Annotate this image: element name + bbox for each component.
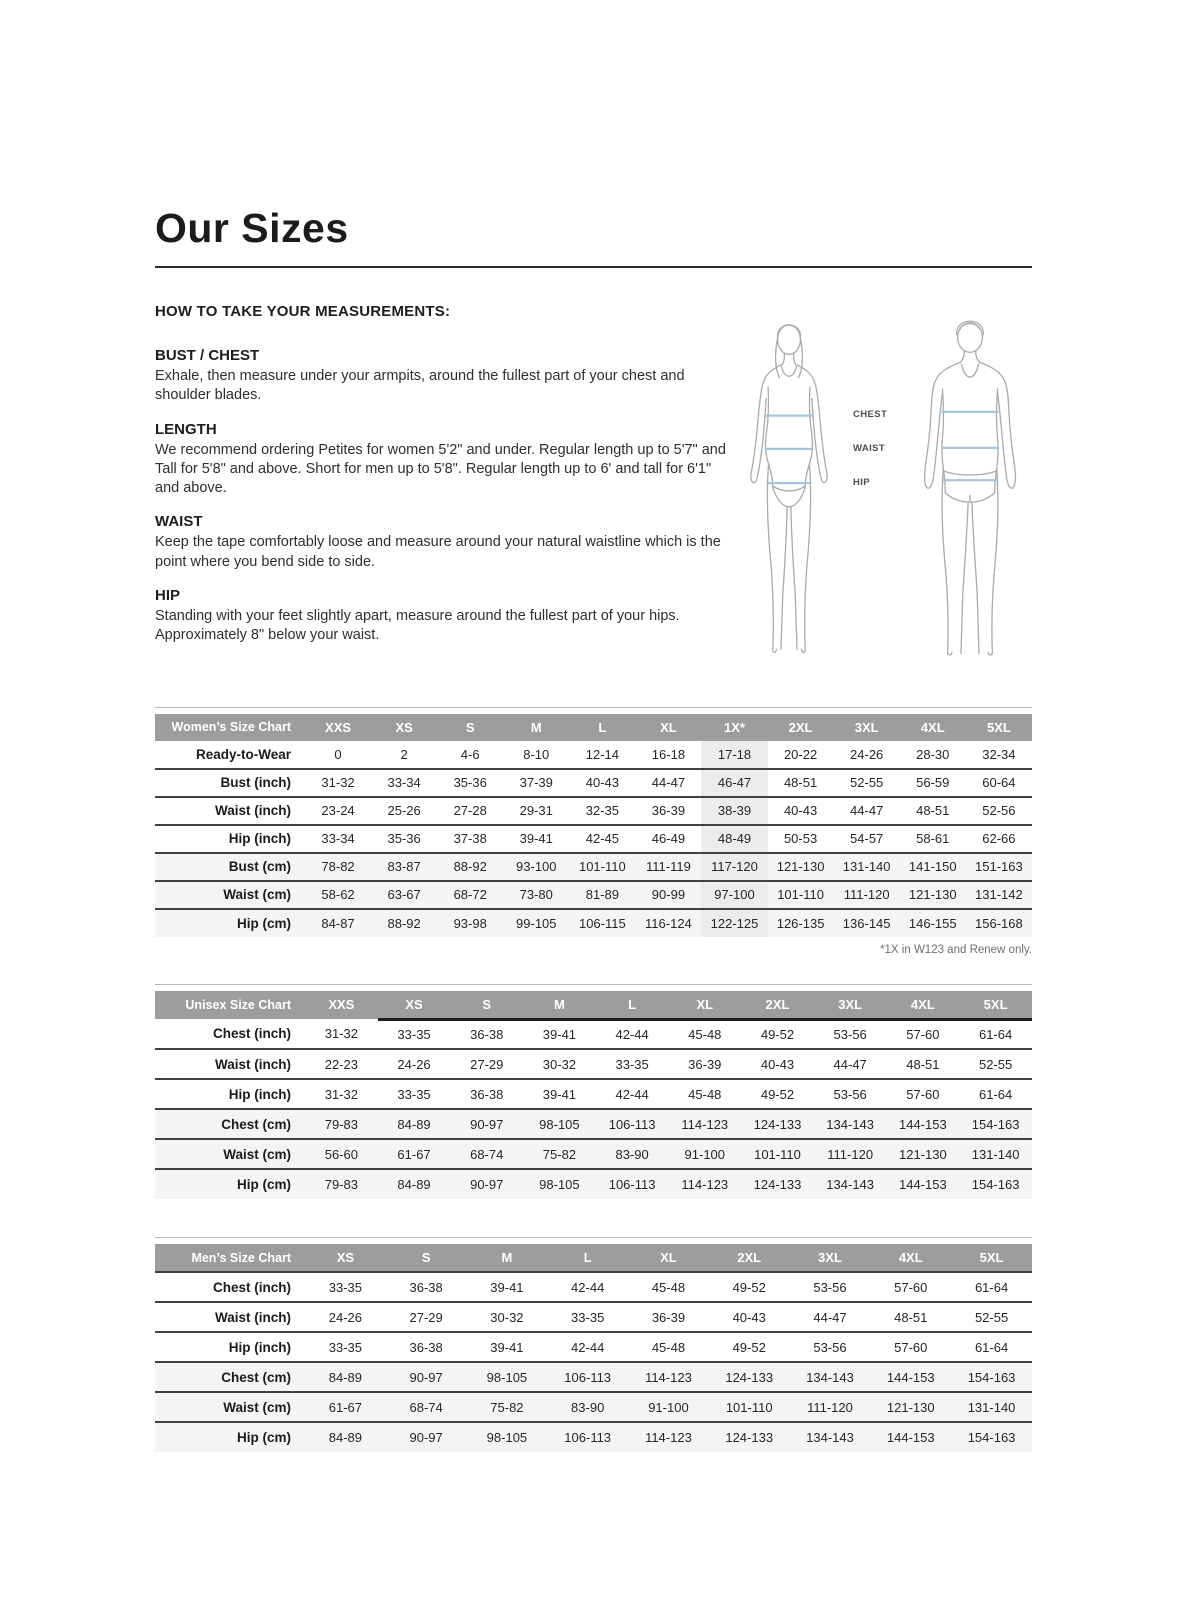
size-cell: 61-67	[397, 1146, 431, 1162]
size-cell: 52-55	[978, 1056, 1013, 1072]
size-cell: 42-45	[585, 831, 619, 847]
size-cell: 111-120	[807, 1399, 853, 1415]
section-text: Standing with your feet slightly apart, measure around the fullest part of your hips. Approximately 8" below your waist.	[155, 607, 680, 644]
row-label: Chest (cm)	[221, 1369, 291, 1385]
size-cell: 134-143	[806, 1369, 854, 1385]
size-cell: 36-39	[688, 1056, 722, 1072]
size-cell: 116-124	[645, 915, 692, 931]
size-cell: 84-89	[397, 1116, 431, 1132]
section-title: WAIST	[155, 513, 203, 531]
row-label: Chest (cm)	[221, 1116, 291, 1132]
chart-header-row	[155, 991, 1032, 1020]
size-cell: 75-82	[542, 1146, 577, 1162]
row-label: Bust (cm)	[228, 859, 291, 875]
size-cell: 16-18	[651, 746, 686, 762]
size-cell: 24-26	[328, 1309, 362, 1325]
size-cell: 36-38	[409, 1279, 443, 1295]
female-figure-illustration	[732, 309, 846, 661]
chart-header-row	[155, 1244, 1032, 1272]
size-cell: 50-53	[783, 831, 818, 847]
size-cell: 24-26	[850, 746, 884, 762]
size-cell: 75-82	[490, 1399, 524, 1415]
table-row	[155, 1302, 1032, 1332]
column-header: XXS	[305, 991, 378, 1020]
size-cell: 2	[400, 746, 408, 762]
column-header: 5XL	[959, 991, 1032, 1020]
size-cell: 106-113	[564, 1430, 612, 1446]
measurements-heading: HOW TO TAKE YOUR MEASUREMENTS:	[155, 303, 451, 320]
size-cell: 106-113	[608, 1116, 656, 1132]
size-cell: 126-135	[776, 915, 825, 931]
size-cell: 61-67	[328, 1399, 362, 1415]
size-cell: 42-44	[615, 1086, 649, 1102]
size-cell: 111-120	[843, 887, 890, 903]
size-cell: 144-153	[886, 1430, 935, 1446]
size-cell: 4-6	[460, 746, 480, 762]
row-label: Waist (inch)	[215, 1056, 291, 1072]
section-text: Exhale, then measure under your armpits, around the fullest part of your chest and shoulder blades.	[155, 368, 685, 404]
size-cell: 91-100	[684, 1146, 726, 1162]
table-row	[155, 1109, 1032, 1139]
size-cell: 90-97	[470, 1177, 504, 1193]
size-cell: 36-38	[470, 1086, 504, 1102]
size-cell: 45-48	[688, 1026, 722, 1042]
size-cell: 39-41	[542, 1026, 577, 1042]
size-cell: 33-35	[571, 1309, 605, 1325]
mens-size-chart-block	[155, 1237, 1032, 1452]
male-figure-illustration	[908, 309, 1032, 661]
size-cell: 37-38	[453, 831, 487, 847]
size-cell: 48-51	[906, 1056, 940, 1072]
measurement-section-waist	[155, 513, 732, 572]
size-cell: 44-47	[813, 1309, 847, 1325]
size-cell: 33-34	[387, 775, 421, 791]
size-cell: 48-51	[916, 803, 950, 819]
size-cell: 49-52	[732, 1339, 766, 1355]
size-cell: 111-119	[646, 859, 691, 875]
table-row	[155, 853, 1032, 881]
row-label: Ready-to-Wear	[195, 746, 291, 762]
size-cell: 114-123	[681, 1177, 729, 1193]
size-cell: 83-90	[615, 1146, 649, 1162]
size-cell: 111-120	[827, 1146, 874, 1162]
row-label: Waist (cm)	[223, 887, 291, 903]
column-header: M	[467, 1244, 548, 1272]
size-cell: 56-60	[324, 1146, 358, 1162]
size-cell: 57-60	[906, 1026, 940, 1042]
size-cell: 61-64	[974, 1339, 1009, 1355]
measurement-section-bust-chest	[155, 347, 732, 406]
column-header: XL	[628, 1244, 709, 1272]
size-cell: 44-47	[833, 1056, 867, 1072]
figure-measure-labels	[846, 309, 908, 661]
size-cell: 36-38	[470, 1026, 504, 1042]
size-cell: 46-47	[701, 769, 767, 797]
womens-size-chart-block	[155, 707, 1032, 956]
size-cell: 114-123	[681, 1116, 729, 1132]
column-header: S	[386, 1244, 467, 1272]
size-cell: 61-64	[978, 1086, 1013, 1102]
table-row	[155, 1049, 1032, 1079]
size-cell: 20-22	[783, 746, 818, 762]
size-cell: 58-62	[321, 887, 355, 903]
size-cell: 46-49	[651, 831, 686, 847]
section-title: HIP	[155, 586, 181, 604]
size-cell: 124-133	[753, 1177, 802, 1193]
womens-size-chart-table	[155, 714, 1032, 937]
size-cell: 106-113	[608, 1177, 656, 1193]
size-cell: 124-133	[725, 1430, 774, 1446]
section-title: BUST / CHEST	[155, 347, 260, 364]
womens-chart-footnote: *1X in W123 and Renew only.	[880, 943, 1032, 956]
size-cell: 42-44	[571, 1339, 605, 1355]
size-cell: 49-52	[760, 1026, 795, 1042]
size-cell: 45-48	[688, 1086, 722, 1102]
size-cell: 154-163	[971, 1116, 1020, 1132]
column-header: XS	[371, 714, 437, 741]
size-cell: 53-56	[813, 1339, 847, 1355]
size-cell: 33-35	[328, 1279, 362, 1295]
size-cell: 151-163	[975, 859, 1023, 875]
row-label: Waist (inch)	[215, 803, 291, 819]
size-cell: 40-43	[760, 1056, 795, 1072]
size-cell: 38-39	[701, 797, 767, 825]
size-cell: 106-115	[578, 915, 626, 931]
row-label: Waist (cm)	[223, 1399, 291, 1415]
size-cell: 60-64	[982, 775, 1016, 791]
row-label: Chest (inch)	[212, 1026, 291, 1042]
size-cell: 83-87	[387, 859, 421, 875]
column-header: 5XL	[966, 714, 1032, 741]
size-cell: 99-105	[516, 915, 557, 931]
size-cell: 114-123	[645, 1369, 692, 1385]
size-cell: 27-29	[409, 1309, 443, 1325]
size-cell: 84-89	[397, 1177, 431, 1193]
table-row	[155, 881, 1032, 909]
size-cell: 40-43	[783, 803, 818, 819]
size-cell: 12-14	[585, 746, 619, 762]
size-cell: 31-32	[324, 1026, 358, 1042]
size-cell: 117-120	[701, 853, 767, 881]
size-cell: 101-110	[754, 1146, 801, 1162]
size-cell: 58-61	[916, 831, 950, 847]
size-cell: 154-163	[967, 1369, 1016, 1385]
size-cell: 79-83	[324, 1177, 358, 1193]
size-cell: 144-153	[898, 1116, 947, 1132]
table-row	[155, 1332, 1032, 1362]
size-cell: 8-10	[523, 746, 550, 762]
row-label: Waist (inch)	[215, 1309, 291, 1325]
page-title: Our Sizes	[155, 205, 1032, 268]
size-cell: 84-89	[328, 1430, 362, 1446]
size-cell: 33-35	[615, 1056, 649, 1072]
hip-label: HIP	[853, 476, 871, 488]
size-cell: 131-140	[967, 1399, 1016, 1415]
size-cell: 52-56	[982, 803, 1016, 819]
size-cell: 22-23	[324, 1056, 358, 1072]
column-header: 5XL	[951, 1244, 1032, 1272]
size-cell: 78-82	[321, 859, 355, 875]
table-row	[155, 1169, 1032, 1199]
column-header: XL	[635, 714, 701, 741]
size-cell: 40-43	[732, 1309, 766, 1325]
size-cell: 33-35	[328, 1339, 362, 1355]
column-header: 4XL	[887, 991, 960, 1020]
size-cell: 44-47	[651, 775, 686, 791]
size-cell: 33-35	[397, 1026, 431, 1042]
column-header: 2XL	[741, 991, 814, 1020]
table-row	[155, 1272, 1032, 1302]
size-cell: 42-44	[615, 1026, 649, 1042]
size-cell: 146-155	[908, 915, 957, 931]
size-cell: 97-100	[701, 881, 767, 909]
size-cell: 134-143	[826, 1177, 875, 1193]
column-header: 3XL	[814, 991, 887, 1020]
size-cell: 36-38	[409, 1339, 443, 1355]
size-cell: 30-32	[542, 1056, 577, 1072]
size-cell: 98-105	[486, 1430, 528, 1446]
size-cell: 35-36	[387, 831, 421, 847]
size-cell: 144-153	[886, 1369, 935, 1385]
size-cell: 57-60	[894, 1279, 928, 1295]
size-cell: 73-80	[519, 887, 553, 903]
size-cell: 32-35	[585, 803, 619, 819]
size-cell: 131-142	[975, 887, 1023, 903]
row-label: Hip (cm)	[237, 1430, 291, 1446]
size-cell: 39-41	[490, 1339, 524, 1355]
section-title: LENGTH	[155, 420, 217, 438]
column-header: L	[547, 1244, 628, 1272]
size-cell: 84-87	[321, 915, 355, 931]
size-cell: 101-110	[777, 887, 824, 903]
size-cell: 88-92	[387, 915, 421, 931]
size-cell: 17-18	[701, 741, 767, 769]
size-cell: 25-26	[387, 803, 421, 819]
size-cell: 68-74	[409, 1399, 443, 1415]
section-text: We recommend ordering Petites for women 5'2" and under. Regular length up to 5'7" and Tall for 5'8" and above. Short for men up to 5'8". Regular length up to 6' and tall for 6'1" and above.	[155, 441, 726, 497]
section-text: Keep the tape comfortably loose and measure around your natural waistline which is the point where you bend side to side.	[155, 534, 721, 570]
size-cell: 90-99	[651, 887, 686, 903]
size-cell: 121-130	[908, 887, 957, 903]
size-cell: 62-66	[982, 831, 1016, 847]
table-row	[155, 1362, 1032, 1392]
size-cell: 39-41	[490, 1279, 524, 1295]
column-header: S	[437, 714, 503, 741]
size-cell: 101-110	[725, 1399, 773, 1415]
column-header: 2XL	[709, 1244, 790, 1272]
body-figures	[732, 283, 1032, 661]
size-cell: 54-57	[850, 831, 884, 847]
column-header: 3XL	[834, 714, 900, 741]
size-cell: 93-98	[453, 915, 487, 931]
table-row	[155, 909, 1032, 937]
size-cell: 27-28	[453, 803, 487, 819]
row-label: Hip (inch)	[228, 1339, 291, 1355]
size-cell: 154-163	[971, 1177, 1020, 1193]
size-cell: 136-145	[842, 915, 891, 931]
size-cell: 40-43	[585, 775, 619, 791]
size-cell: 49-52	[760, 1086, 795, 1102]
size-cell: 45-48	[651, 1339, 686, 1355]
table-row	[155, 1139, 1032, 1169]
size-cell: 44-47	[850, 803, 884, 819]
column-header: M	[523, 991, 596, 1020]
size-cell: 48-51	[783, 775, 818, 791]
size-cell: 156-168	[975, 915, 1023, 931]
row-label: Chest (inch)	[212, 1279, 291, 1295]
size-cell: 124-133	[725, 1369, 774, 1385]
size-cell: 88-92	[453, 859, 487, 875]
table-row	[155, 1422, 1032, 1452]
size-cell: 48-49	[701, 825, 767, 853]
size-cell: 93-100	[516, 859, 557, 875]
size-cell: 98-105	[539, 1177, 580, 1193]
column-header: 4XL	[870, 1244, 951, 1272]
column-header: 3XL	[790, 1244, 871, 1272]
size-cell: 53-56	[833, 1086, 867, 1102]
size-cell: 36-39	[651, 1309, 686, 1325]
size-cell: 154-163	[967, 1430, 1016, 1446]
size-cell: 31-32	[321, 775, 355, 791]
row-label: Hip (cm)	[237, 1177, 291, 1193]
size-cell: 134-143	[806, 1430, 854, 1446]
column-header: 1X*	[701, 714, 767, 741]
size-cell: 121-130	[898, 1146, 947, 1162]
measurement-section-length	[155, 421, 732, 499]
measurement-intro	[155, 303, 1032, 661]
size-cell: 131-140	[842, 859, 891, 875]
size-cell: 121-130	[776, 859, 825, 875]
size-cell: 90-97	[409, 1430, 443, 1446]
size-cell: 35-36	[453, 775, 487, 791]
size-cell: 28-30	[916, 746, 950, 762]
size-cell: 36-39	[651, 803, 686, 819]
column-header: M	[503, 714, 569, 741]
column-header: XL	[668, 991, 741, 1020]
column-header: XXS	[305, 714, 371, 741]
size-cell: 30-32	[490, 1309, 524, 1325]
size-cell: 0	[334, 746, 342, 762]
size-cell: 81-89	[585, 887, 619, 903]
size-cell: 63-67	[387, 887, 421, 903]
measurement-section-hip	[155, 587, 732, 646]
size-cell: 84-89	[328, 1369, 362, 1385]
size-cell: 90-97	[409, 1369, 443, 1385]
row-label: Bust (inch)	[220, 775, 291, 791]
size-cell: 33-34	[321, 831, 355, 847]
size-cell: 52-55	[850, 775, 884, 791]
measurement-instructions	[155, 303, 732, 661]
column-header: S	[450, 991, 523, 1020]
row-label: Hip (inch)	[228, 831, 291, 847]
size-cell: 56-59	[916, 775, 950, 791]
size-cell: 61-64	[978, 1026, 1013, 1042]
size-cell: 68-74	[470, 1146, 504, 1162]
size-cell: 122-125	[701, 909, 767, 937]
size-cell: 79-83	[324, 1116, 358, 1132]
size-cell: 68-72	[453, 887, 487, 903]
size-cell: 49-52	[732, 1279, 766, 1295]
unisex-size-chart-block	[155, 984, 1032, 1200]
size-cell: 131-140	[971, 1146, 1020, 1162]
size-cell: 101-110	[578, 859, 626, 875]
size-cell: 42-44	[571, 1279, 605, 1295]
table-row	[155, 825, 1032, 853]
column-header: L	[569, 714, 635, 741]
size-cell: 24-26	[397, 1056, 431, 1072]
row-label: Hip (inch)	[228, 1086, 291, 1102]
size-cell: 27-29	[470, 1056, 504, 1072]
size-cell: 121-130	[886, 1399, 935, 1415]
chart-header-row	[155, 714, 1032, 741]
size-cell: 144-153	[898, 1177, 947, 1193]
table-row	[155, 1079, 1032, 1109]
column-header: 4XL	[900, 714, 966, 741]
size-cell: 45-48	[651, 1279, 686, 1295]
table-row	[155, 1392, 1032, 1422]
size-cell: 124-133	[753, 1116, 802, 1132]
size-cell: 98-105	[539, 1116, 580, 1132]
size-cell: 91-100	[648, 1399, 689, 1415]
table-row	[155, 741, 1032, 769]
table-row	[155, 769, 1032, 797]
size-cell: 61-64	[974, 1279, 1009, 1295]
size-cell: 39-41	[519, 831, 553, 847]
size-cell: 31-32	[324, 1086, 358, 1102]
column-header: 2XL	[768, 714, 834, 741]
size-cell: 32-34	[982, 746, 1016, 762]
size-cell: 134-143	[826, 1116, 875, 1132]
size-cell: 106-113	[564, 1369, 612, 1385]
chart-title: Women’s Size Chart	[155, 714, 305, 741]
size-charts	[155, 707, 1032, 1453]
mens-size-chart-table	[155, 1244, 1032, 1452]
unisex-size-chart-table	[155, 991, 1032, 1200]
row-label: Hip (cm)	[237, 915, 291, 931]
column-header: L	[596, 991, 669, 1020]
size-cell: 83-90	[571, 1399, 605, 1415]
size-cell: 53-56	[813, 1279, 847, 1295]
size-cell: 39-41	[542, 1086, 577, 1102]
size-cell: 37-39	[519, 775, 553, 791]
size-cell: 141-150	[908, 859, 957, 875]
chart-title: Men’s Size Chart	[155, 1244, 305, 1272]
size-cell: 23-24	[321, 803, 355, 819]
size-cell: 52-55	[974, 1309, 1009, 1325]
size-cell: 33-35	[397, 1086, 431, 1102]
table-row	[155, 1019, 1032, 1049]
column-header: XS	[378, 991, 451, 1020]
chart-title: Unisex Size Chart	[155, 991, 305, 1020]
row-label: Waist (cm)	[223, 1146, 291, 1162]
size-cell: 53-56	[833, 1026, 867, 1042]
size-cell: 29-31	[519, 803, 553, 819]
size-cell: 57-60	[906, 1086, 940, 1102]
size-cell: 57-60	[894, 1339, 928, 1355]
size-cell: 114-123	[645, 1430, 692, 1446]
size-cell: 48-51	[894, 1309, 928, 1325]
column-header: XS	[305, 1244, 386, 1272]
waist-label: WAIST	[853, 442, 886, 454]
size-cell: 90-97	[470, 1116, 504, 1132]
chest-label: CHEST	[853, 408, 888, 420]
table-row	[155, 797, 1032, 825]
size-cell: 98-105	[486, 1369, 528, 1385]
